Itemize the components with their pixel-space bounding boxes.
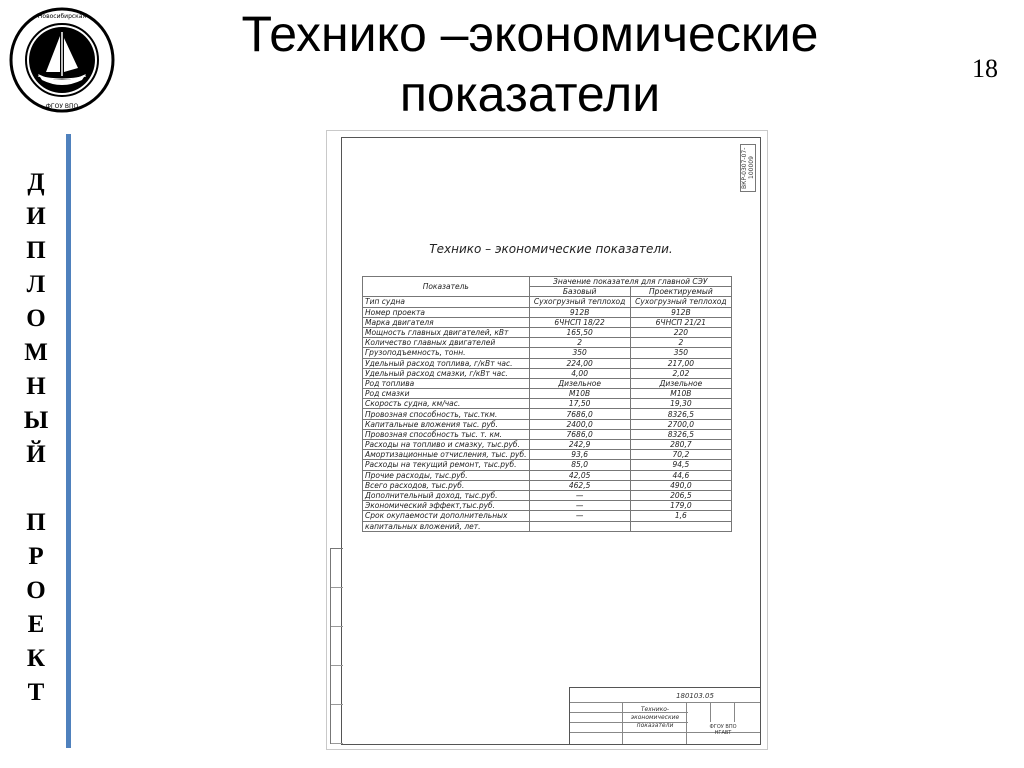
row-name: Марка двигателя [363,317,530,327]
title-block-name [624,706,686,730]
table-row [363,358,732,368]
table-row [363,389,732,399]
row-base: 165,50 [529,327,630,337]
side-letter: Т [27,679,45,706]
row-proj: 1,6 [630,511,731,521]
table-row [363,460,732,470]
row-proj: Дизельное [630,378,731,388]
row-name: Расходы на топливо и смазку, тыс.руб. [363,440,530,450]
title-block-org-1: ФГОУ ВПО [709,724,737,730]
row-proj: 206,5 [630,490,731,500]
table-row [363,521,732,531]
row-base: М10В [529,389,630,399]
stamp-code: ВКР-0307-07-100009 [740,144,756,192]
row-base: 912В [529,307,630,317]
row-proj: 19,30 [630,399,731,409]
side-stamp-strip [330,548,343,744]
title-block-number: 180103.05 [676,692,714,700]
side-letter: Р [28,543,44,570]
row-base: 224,00 [529,358,630,368]
table-row [363,409,732,419]
row-base: 4,00 [529,368,630,378]
row-proj: 179,0 [630,501,731,511]
university-logo [8,6,116,114]
row-proj: 94,5 [630,460,731,470]
row-name: Тип судна [363,297,530,307]
indicators-table [362,276,732,532]
side-letter: П [26,237,46,264]
table-row [363,327,732,337]
row-proj: 2700,0 [630,419,731,429]
row-base: 93,6 [529,450,630,460]
document-title: Технико – экономические показатели. [429,242,673,256]
header-proj: Проектируемый [630,287,731,297]
title-block-org [688,724,758,736]
title-block-name-1: Технико- экономические [630,706,680,721]
row-proj: 2 [630,338,731,348]
header-param: Показатель [363,277,530,297]
table-row [363,419,732,429]
row-name: Удельный расход смазки, г/кВт час. [363,368,530,378]
row-proj: 217,00 [630,358,731,368]
row-name: Капитальные вложения тыс. руб. [363,419,530,429]
row-proj [630,521,731,531]
row-base: 7686,0 [529,409,630,419]
table-row [363,470,732,480]
slide-title [150,4,910,124]
side-letter: Ы [23,407,49,434]
row-base: 2400,0 [529,419,630,429]
side-letter: П [26,509,46,536]
header-group: Значение показателя для главной СЭУ [529,277,731,287]
row-base: — [529,490,630,500]
table-row [363,297,732,307]
row-name: Провозная способность, тыс.ткм. [363,409,530,419]
table-row [363,348,732,358]
row-base: 7686,0 [529,429,630,439]
svg-text:ФГОУ ВПО: ФГОУ ВПО [45,103,79,110]
row-proj: 44,6 [630,470,731,480]
side-letter: Е [27,611,45,638]
table-row [363,450,732,460]
title-block [569,687,760,744]
table-row [363,338,732,348]
title-line-1: Технико –экономические [241,6,819,62]
slide-number: 18 [972,54,998,83]
row-proj: 2,02 [630,368,731,378]
table-row [363,501,732,511]
row-base: 85,0 [529,460,630,470]
side-letter: О [26,305,46,332]
row-base: 2 [529,338,630,348]
row-proj: 350 [630,348,731,358]
row-proj: М10В [630,389,731,399]
title-block-name-2: показатели [636,722,674,729]
row-base: — [529,501,630,511]
row-base: 350 [529,348,630,358]
drawing-sheet [326,130,768,750]
side-letter: К [26,645,46,672]
side-letter: Л [26,271,46,298]
row-proj: 6ЧНСП 21/21 [630,317,731,327]
table-row [363,368,732,378]
sheet-frame [341,137,761,745]
title-line-2: показатели [399,66,661,122]
row-base: Дизельное [529,378,630,388]
row-base: 242,9 [529,440,630,450]
row-name: Дополнительный доход, тыс.руб. [363,490,530,500]
row-name: Род смазки [363,389,530,399]
table-row [363,480,732,490]
side-letter: М [24,339,48,366]
table-row [363,399,732,409]
row-name: Расходы на текущий ремонт, тыс.руб. [363,460,530,470]
row-proj: 912В [630,307,731,317]
row-name: Удельный расход топлива, г/кВт час. [363,358,530,368]
side-letter: О [26,577,46,604]
side-gap [18,472,54,506]
header-base: Базовый [529,287,630,297]
accent-bar [66,134,71,748]
table-row [363,511,732,521]
row-proj: Сухогрузный теплоход [630,297,731,307]
title-block-org-2: НГАВТ [714,730,732,736]
table-row [363,317,732,327]
row-proj: 8326,5 [630,429,731,439]
row-name: Род топлива [363,378,530,388]
table-row [363,307,732,317]
table-row [363,490,732,500]
side-letter: Н [26,373,46,400]
row-proj: 70,2 [630,450,731,460]
row-name: Мощность главных двигателей, кВт [363,327,530,337]
row-name: Провозная способность тыс. т. км. [363,429,530,439]
row-proj: 490,0 [630,480,731,490]
row-base: 42,05 [529,470,630,480]
row-name: Всего расходов, тыс.руб. [363,480,530,490]
row-base: 17,50 [529,399,630,409]
row-name: Прочие расходы, тыс.руб. [363,470,530,480]
row-proj: 220 [630,327,731,337]
side-letter: Й [26,441,46,468]
table-row [363,378,732,388]
row-base [529,521,630,531]
side-letter: И [26,203,46,230]
row-name: капитальных вложений, лет. [363,521,530,531]
row-base: Сухогрузный теплоход [529,297,630,307]
table-row [363,429,732,439]
row-name: Количество главных двигателей [363,338,530,348]
row-name: Амортизационные отчисления, тыс. руб. [363,450,530,460]
row-name: Срок окупаемости дополнительных [363,511,530,521]
row-proj: 280,7 [630,440,731,450]
row-name: Экономический эффект,тыс.руб. [363,501,530,511]
svg-text:Новосибирская: Новосибирская [37,13,87,20]
table-row [363,440,732,450]
row-proj: 8326,5 [630,409,731,419]
row-name: Скорость судна, км/час. [363,399,530,409]
side-letter: Д [27,169,45,196]
row-name: Номер проекта [363,307,530,317]
row-base: — [529,511,630,521]
row-base: 6ЧНСП 18/22 [529,317,630,327]
row-name: Грузоподъемность, тонн. [363,348,530,358]
row-base: 462,5 [529,480,630,490]
side-label [18,166,54,710]
